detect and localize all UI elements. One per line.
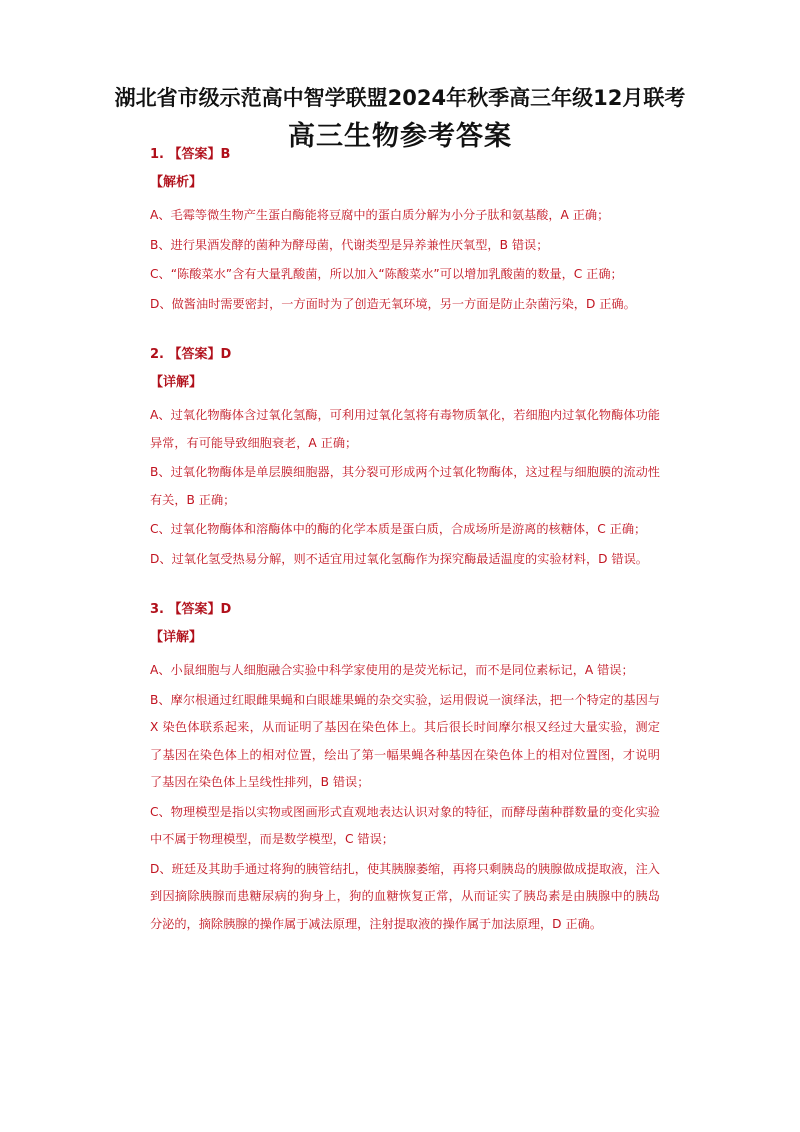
question-1-analysis-label: 【解析】: [150, 175, 203, 190]
question-3-option-a: A、小鼠细胞与人细胞融合实验中科学家使用的是荧光标记，而不是同位素标记，A 错误；: [150, 663, 634, 677]
question-1-option-d: D、做酱油时需要密封，一方面时为了创造无氧环境，另一方面是防止杂菌污染，D 正确。: [150, 296, 636, 311]
question-3-option-b: B、摩尔根通过红眼雌果蝇和白眼雄果蝇的杂交实验，运用假说一演绎法，把一个特定的基因与 X 染色体联系起来，从而证明了基因在染色体上。其后很长时间摩尔根又经过大量实验，测定了基因在染色体上的相对位置，绘出了第一幅果蝇各种基因在染色体上的相对位置图，才说明了基因在染色体上呈线性排列，B 错误；: [150, 692, 660, 789]
question-1-option-b: B、进行果酒发酵的菌种为酵母菌，代谢类型是异养兼性厌氧型，B 错误；: [150, 237, 549, 252]
question-3-block: [150, 601, 660, 938]
answer-content: [150, 146, 660, 966]
question-2-answer: 2. 【答案】D: [150, 347, 232, 362]
document-subtitle: 高三生物参考答案: [288, 121, 512, 152]
document-title: 湖北省市级示范高中智学联盟2024年秋季高三年级12月联考: [114, 86, 686, 110]
question-3-answer: 3. 【答案】D: [150, 602, 232, 617]
question-1-answer: 1. 【答案】B: [150, 147, 231, 162]
question-1-block: [150, 146, 660, 318]
question-2-block: [150, 346, 660, 573]
question-2-analysis-label: 【详解】: [150, 375, 203, 390]
question-1-option-a: A、毛霉等微生物产生蛋白酶能将豆腐中的蛋白质分解为小分子肽和氨基酸，A 正确；: [150, 208, 610, 222]
question-3-option-d: D、班廷及其助手通过将狗的胰管结扎，使其胰腺萎缩，再将只剩胰岛的胰腺做成提取液，注入到因摘除胰腺而患糖尿病的狗身上，狗的血糖恢复正常，从而证实了胰岛素是由胰腺中的胰岛分泌的，摘除胰腺的操作属于减法原理，注射提取液的操作属于加法原理，D 正确。: [150, 861, 660, 931]
question-3-analysis-label: 【详解】: [150, 630, 203, 645]
question-2-option-a: A、过氧化物酶体含过氧化氢酶，可利用过氧化氢将有毒物质氧化，若细胞内过氧化物酶体功能异常，有可能导致细胞衰老，A 正确；: [150, 408, 660, 450]
question-2-option-c: C、过氧化物酶体和溶酶体中的酶的化学本质是蛋白质，合成场所是游离的核糖体，C 正确；: [150, 522, 647, 536]
question-2-option-b: B、过氧化物酶体是单层膜细胞器，其分裂可形成两个过氧化物酶体，这过程与细胞膜的流动性有关，B 正确；: [150, 465, 660, 507]
question-3-option-c: C、物理模型是指以实物或图画形式直观地表达认识对象的特征，而酵母菌种群数量的变化实验中不属于物理模型，而是数学模型，C 错误；: [150, 804, 660, 846]
question-2-option-d: D、过氧化氢受热易分解，则不适宜用过氧化氢酶作为探究酶最适温度的实验材料，D 错误。: [150, 551, 648, 566]
question-1-option-c: C、“陈酸菜水”含有大量乳酸菌，所以加入“陈酸菜水”可以增加乳酸菌的数量，C 正确；: [150, 267, 623, 281]
